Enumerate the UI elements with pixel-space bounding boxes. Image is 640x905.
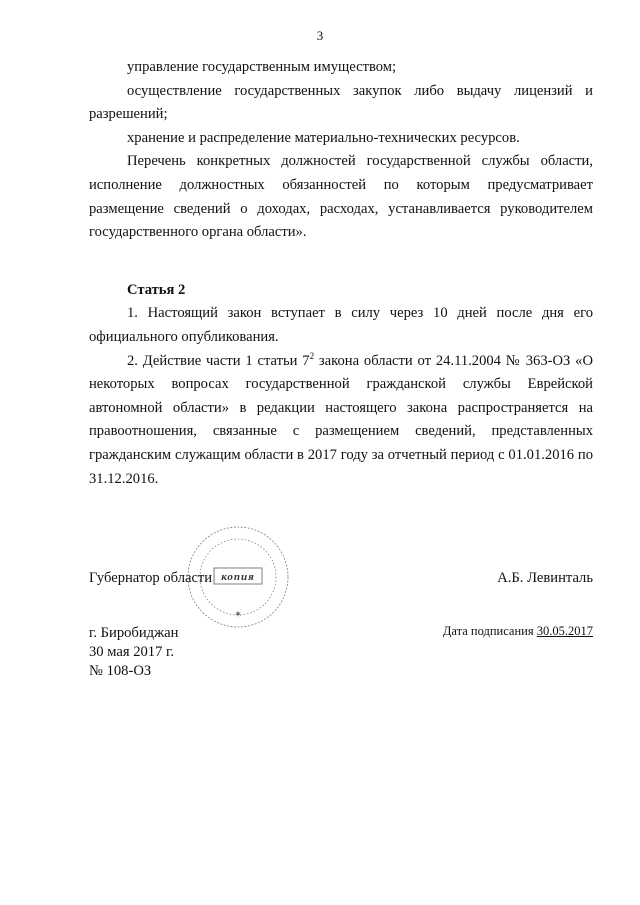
article-item-1: 1. Настоящий закон вступает в силу через 10 дней после дня его официального опубликования.	[89, 305, 593, 345]
city-name: г. Биробиджан	[89, 625, 179, 641]
article-superscript: 2	[309, 350, 315, 361]
stamp-center-text: копия	[221, 571, 255, 583]
article-item-2	[89, 350, 593, 492]
document-body	[89, 56, 593, 491]
paragraph-positions-list: Перечень конкретных должностей государственной службы области, исполнение должностных обязанностей по которым предусматривает размещение сведений о доходах, расходах, устанавливается руководителем государственного органа области».	[89, 153, 593, 241]
article-item-2-rest: закона области от 24.11.2004 № 363-ОЗ «О некоторых вопросах государственной гражданской службы Еврейской автономной области» в редакции настоящего закона распространяется на правоотношения, связанные с размещением сведений, представленных гражданским служащим области в 2017 году за отчетный период с 01.01.2016 по 31.12.2016.	[89, 352, 593, 487]
signing-date-value: 30.05.2017	[536, 624, 593, 638]
page-number: 3	[316, 28, 324, 43]
governor-name: А.Б. Левинталь	[497, 570, 593, 586]
law-date: 30 мая 2017 г.	[89, 644, 175, 660]
paragraph-procurement: осуществление государственных закупок либо выдачу лицензий и разрешений;	[89, 82, 593, 123]
article-item-2-start: 2. Действие части 1 статьи 7	[127, 352, 310, 369]
svg-text:✶: ✶	[234, 609, 242, 619]
signing-date-block	[443, 624, 593, 639]
place-date-block	[89, 624, 178, 681]
paragraph-property-management: управление государственным имуществом;	[127, 59, 397, 75]
article-title: Статья 2	[127, 281, 186, 298]
signing-date-label: Дата подписания	[442, 624, 537, 638]
law-number: № 108-ОЗ	[89, 663, 152, 679]
governor-title: Губернатор области	[89, 570, 213, 586]
signature-row	[89, 570, 593, 594]
paragraph-storage: хранение и распределение материально-технических ресурсов.	[127, 129, 520, 146]
